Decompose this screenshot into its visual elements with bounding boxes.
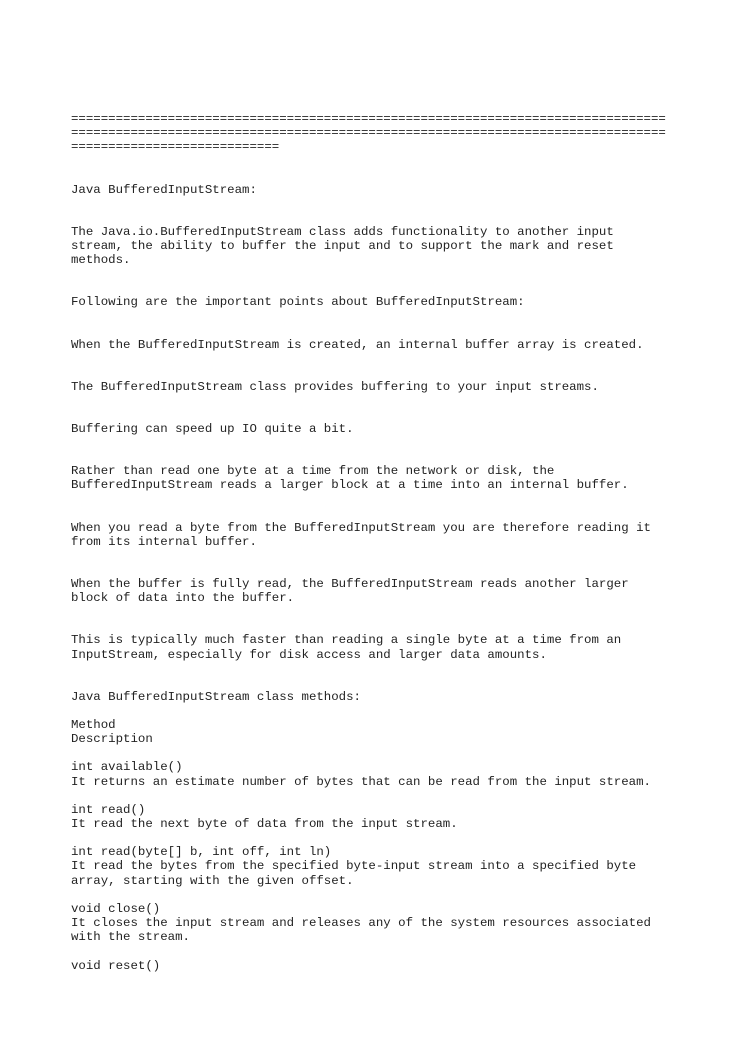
- document-body: [71, 112, 691, 973]
- intro-line: stream, the ability to buffer the input and to support the mark and reset: [71, 239, 614, 254]
- point-line: When the buffer is fully read, the BufferedInputStream reads another larger: [71, 577, 629, 592]
- method-entry: [71, 760, 691, 788]
- method-description: It read the bytes from the specified byte-input stream into a specified byte: [71, 859, 637, 874]
- method-description: with the stream.: [71, 930, 190, 945]
- method-signature: int read(): [71, 802, 146, 817]
- method-signature: void close(): [71, 901, 161, 916]
- intro-line: methods.: [71, 253, 131, 268]
- separator-line: ================================================================================: [71, 112, 666, 126]
- point-paragraph: [71, 464, 691, 492]
- method-entry: [71, 845, 691, 888]
- point-line: Rather than read one byte at a time from the network or disk, the: [71, 464, 555, 479]
- method-signature: int read(byte[] b, int off, int ln): [71, 845, 332, 860]
- methods-heading: Java BufferedInputStream class methods:: [71, 689, 361, 704]
- method-description: It closes the input stream and releases any of the system resources associated: [71, 916, 651, 931]
- point-paragraph: The BufferedInputStream class provides buffering to your input streams.: [71, 379, 599, 394]
- point-line: This is typically much faster than reading a single byte at a time from an: [71, 633, 622, 648]
- document-heading: Java BufferedInputStream:: [71, 182, 257, 197]
- method-column-header: Method: [71, 718, 116, 733]
- method-description: It returns an estimate number of bytes that can be read from the input stream.: [71, 774, 651, 789]
- methods-table-header: [71, 718, 691, 746]
- method-entry: [71, 959, 691, 973]
- point-line: When you read a byte from the BufferedInputStream you are therefore reading it: [71, 520, 651, 535]
- point-paragraph: [71, 577, 691, 605]
- point-paragraph: When the BufferedInputStream is created, an internal buffer array is created.: [71, 337, 644, 352]
- separator-line: ============================: [71, 140, 280, 155]
- point-line: block of data into the buffer.: [71, 591, 295, 606]
- intro-line: The Java.io.BufferedInputStream class adds functionality to another input: [71, 224, 614, 239]
- separator-line: ================================================================================: [71, 126, 666, 141]
- intro-paragraph: [71, 225, 691, 268]
- point-paragraph: [71, 521, 691, 549]
- point-line: InputStream, especially for disk access and larger data amounts.: [71, 647, 547, 662]
- method-signature: void reset(): [71, 958, 161, 973]
- point-paragraph: Buffering can speed up IO quite a bit.: [71, 422, 354, 437]
- method-entry: [71, 803, 691, 831]
- points-heading: Following are the important points about BufferedInputStream:: [71, 295, 525, 310]
- method-signature: int available(): [71, 760, 183, 775]
- method-description: It read the next byte of data from the input stream.: [71, 817, 458, 832]
- method-description: array, starting with the given offset.: [71, 873, 354, 888]
- point-paragraph: [71, 633, 691, 661]
- point-line: BufferedInputStream reads a larger block at a time into an internal buffer.: [71, 478, 629, 493]
- point-line: from its internal buffer.: [71, 534, 257, 549]
- separator: [71, 112, 691, 155]
- description-column-header: Description: [71, 732, 153, 747]
- method-entry: [71, 902, 691, 945]
